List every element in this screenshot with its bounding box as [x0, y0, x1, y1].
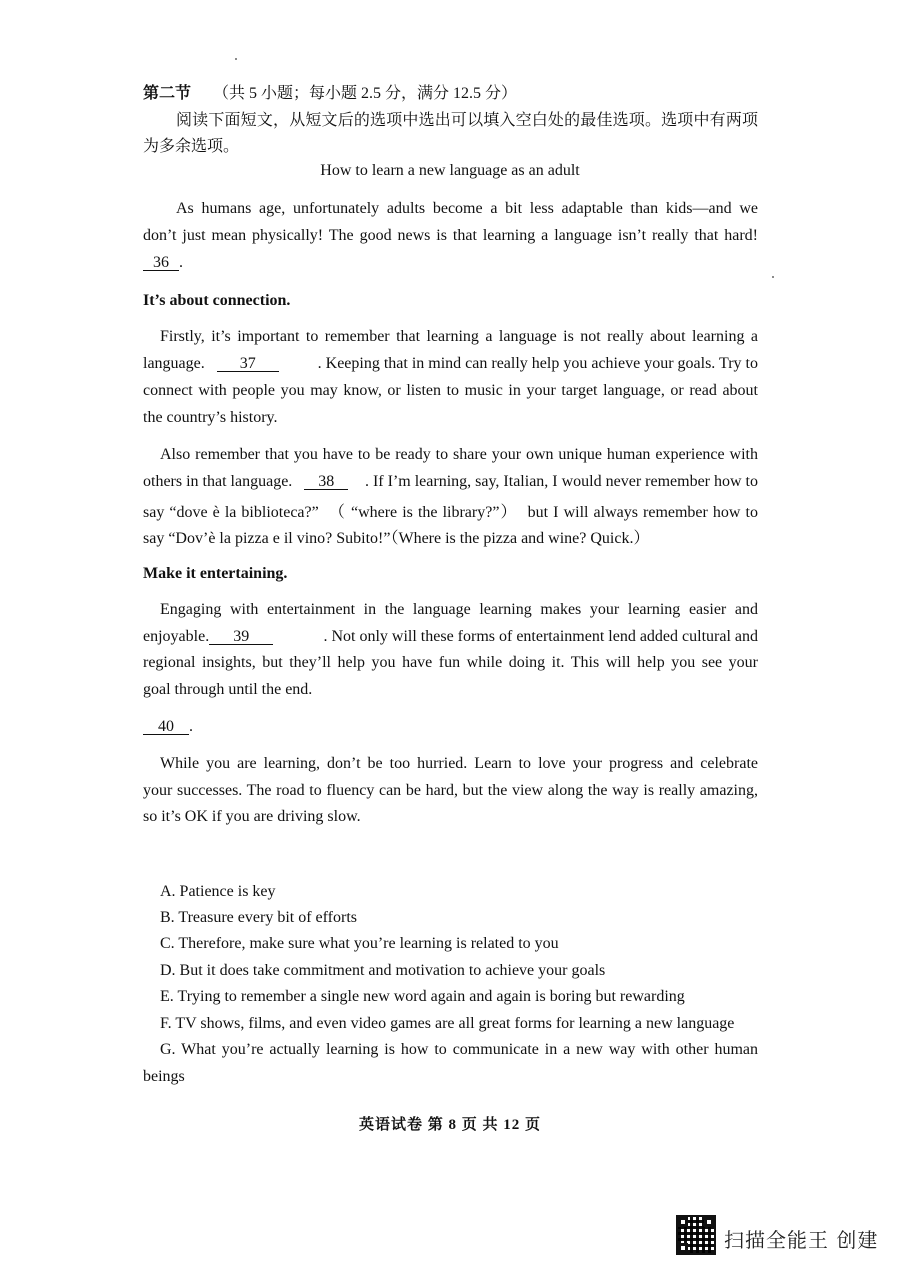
option-a[interactable]: A. Patience is key — [160, 883, 276, 900]
answer-blank-40[interactable]: 40 — [143, 719, 189, 735]
section-heading: Make it entertaining. — [143, 565, 288, 582]
text: . If I’m learning, say, Italian, I would never remember how to — [364, 473, 758, 490]
option-g[interactable]: G. What you’re actually learning is how to communicate in a new way with other human — [160, 1041, 758, 1058]
paragraph-line: As humans age, unfortunately adults become a bit less adaptable than kids—and we — [176, 200, 758, 217]
answer-blank-36[interactable]: 36 — [143, 255, 179, 271]
section-scoring: （共 5 小题；每小题 2.5 分，满分 12.5 分） — [213, 85, 518, 102]
answer-blank-37[interactable]: 37 — [217, 356, 279, 372]
option-b[interactable]: B. Treasure every bit of efforts — [160, 909, 357, 926]
option-c[interactable]: C. Therefore, make sure what you’re learning is related to you — [160, 935, 559, 952]
answer-blank-39[interactable]: 39 — [209, 629, 273, 645]
option-f[interactable]: F. TV shows, films, and even video games are all great forms for learning a new language — [160, 1015, 735, 1032]
text: . Not only will these forms of entertainment lend added cultural and — [323, 628, 758, 645]
paragraph-line: so it’s OK if you are driving slow. — [143, 808, 361, 825]
text: . Keeping that in mind can really help you achieve your goals. Try to — [317, 355, 758, 372]
paragraph-line: your successes. The road to fluency can be hard, but the view along the way is really amazing, — [143, 782, 758, 799]
option-d[interactable]: D. But it does take commitment and motivation to achieve your goals — [160, 962, 606, 979]
paragraph-line: say “Dov’è la pizza e il vino? Subito!”（Where is the pizza and wine? Quick.） — [143, 530, 650, 547]
option-g-cont: beings — [143, 1068, 185, 1085]
blank-40-line: 40 . — [143, 718, 193, 736]
scan-speck — [235, 58, 237, 60]
section-header — [143, 80, 517, 103]
blank-36-line: 36 . — [143, 254, 183, 272]
text: enjoyable. — [143, 628, 210, 645]
section-instructions-cont: 为多余选项。 — [143, 138, 240, 155]
paragraph-line: Firstly, it’s important to remember that learning a language is not really about learning a — [160, 328, 758, 345]
paragraph-line: goal through until the end. — [143, 681, 313, 698]
answer-blank-38[interactable]: 38 — [304, 474, 348, 490]
paragraph-line: While you are learning, don’t be too hurried. Learn to love your progress and celebrate — [160, 755, 758, 772]
option-e[interactable]: E. Trying to remember a single new word again and again is boring but rewarding — [160, 988, 685, 1005]
text: language. — [143, 355, 205, 372]
paragraph-line: connect with people you may know, or listen to music in your target language, or read about — [143, 382, 758, 399]
text: others in that language. — [143, 473, 293, 490]
paragraph-line — [143, 355, 758, 373]
section-title: 第二节 — [143, 85, 192, 102]
paragraph-line: say “dove è la biblioteca?” （ “where is the library?”） but I will always remember how to — [143, 504, 758, 521]
paragraph-line — [143, 473, 758, 491]
qr-code-icon — [676, 1215, 716, 1255]
paragraph-line: don’t just mean physically! The good news is that learning a language isn’t really that hard! — [143, 227, 758, 244]
paragraph-line: the country’s history. — [143, 409, 278, 426]
paragraph-line — [143, 628, 758, 646]
scan-speck — [772, 276, 774, 278]
paragraph-line: Also remember that you have to be ready to share your own unique human experience with — [160, 446, 758, 463]
article-title: How to learn a new language as an adult — [320, 162, 580, 179]
paragraph-line: Engaging with entertainment in the language learning makes your learning easier and — [160, 601, 758, 618]
page-footer: 英语试卷 第 8 页 共 12 页 — [358, 1117, 541, 1133]
scanner-watermark: 扫描全能王 创建 — [724, 1228, 879, 1252]
section-heading: It’s about connection. — [143, 292, 291, 309]
paragraph-line: regional insights, but they’ll help you have fun while doing it. This will help you see your — [143, 654, 758, 671]
section-instructions: 阅读下面短文，从短文后的选项中选出可以填入空白处的最佳选项。选项中有两项 — [176, 112, 758, 129]
